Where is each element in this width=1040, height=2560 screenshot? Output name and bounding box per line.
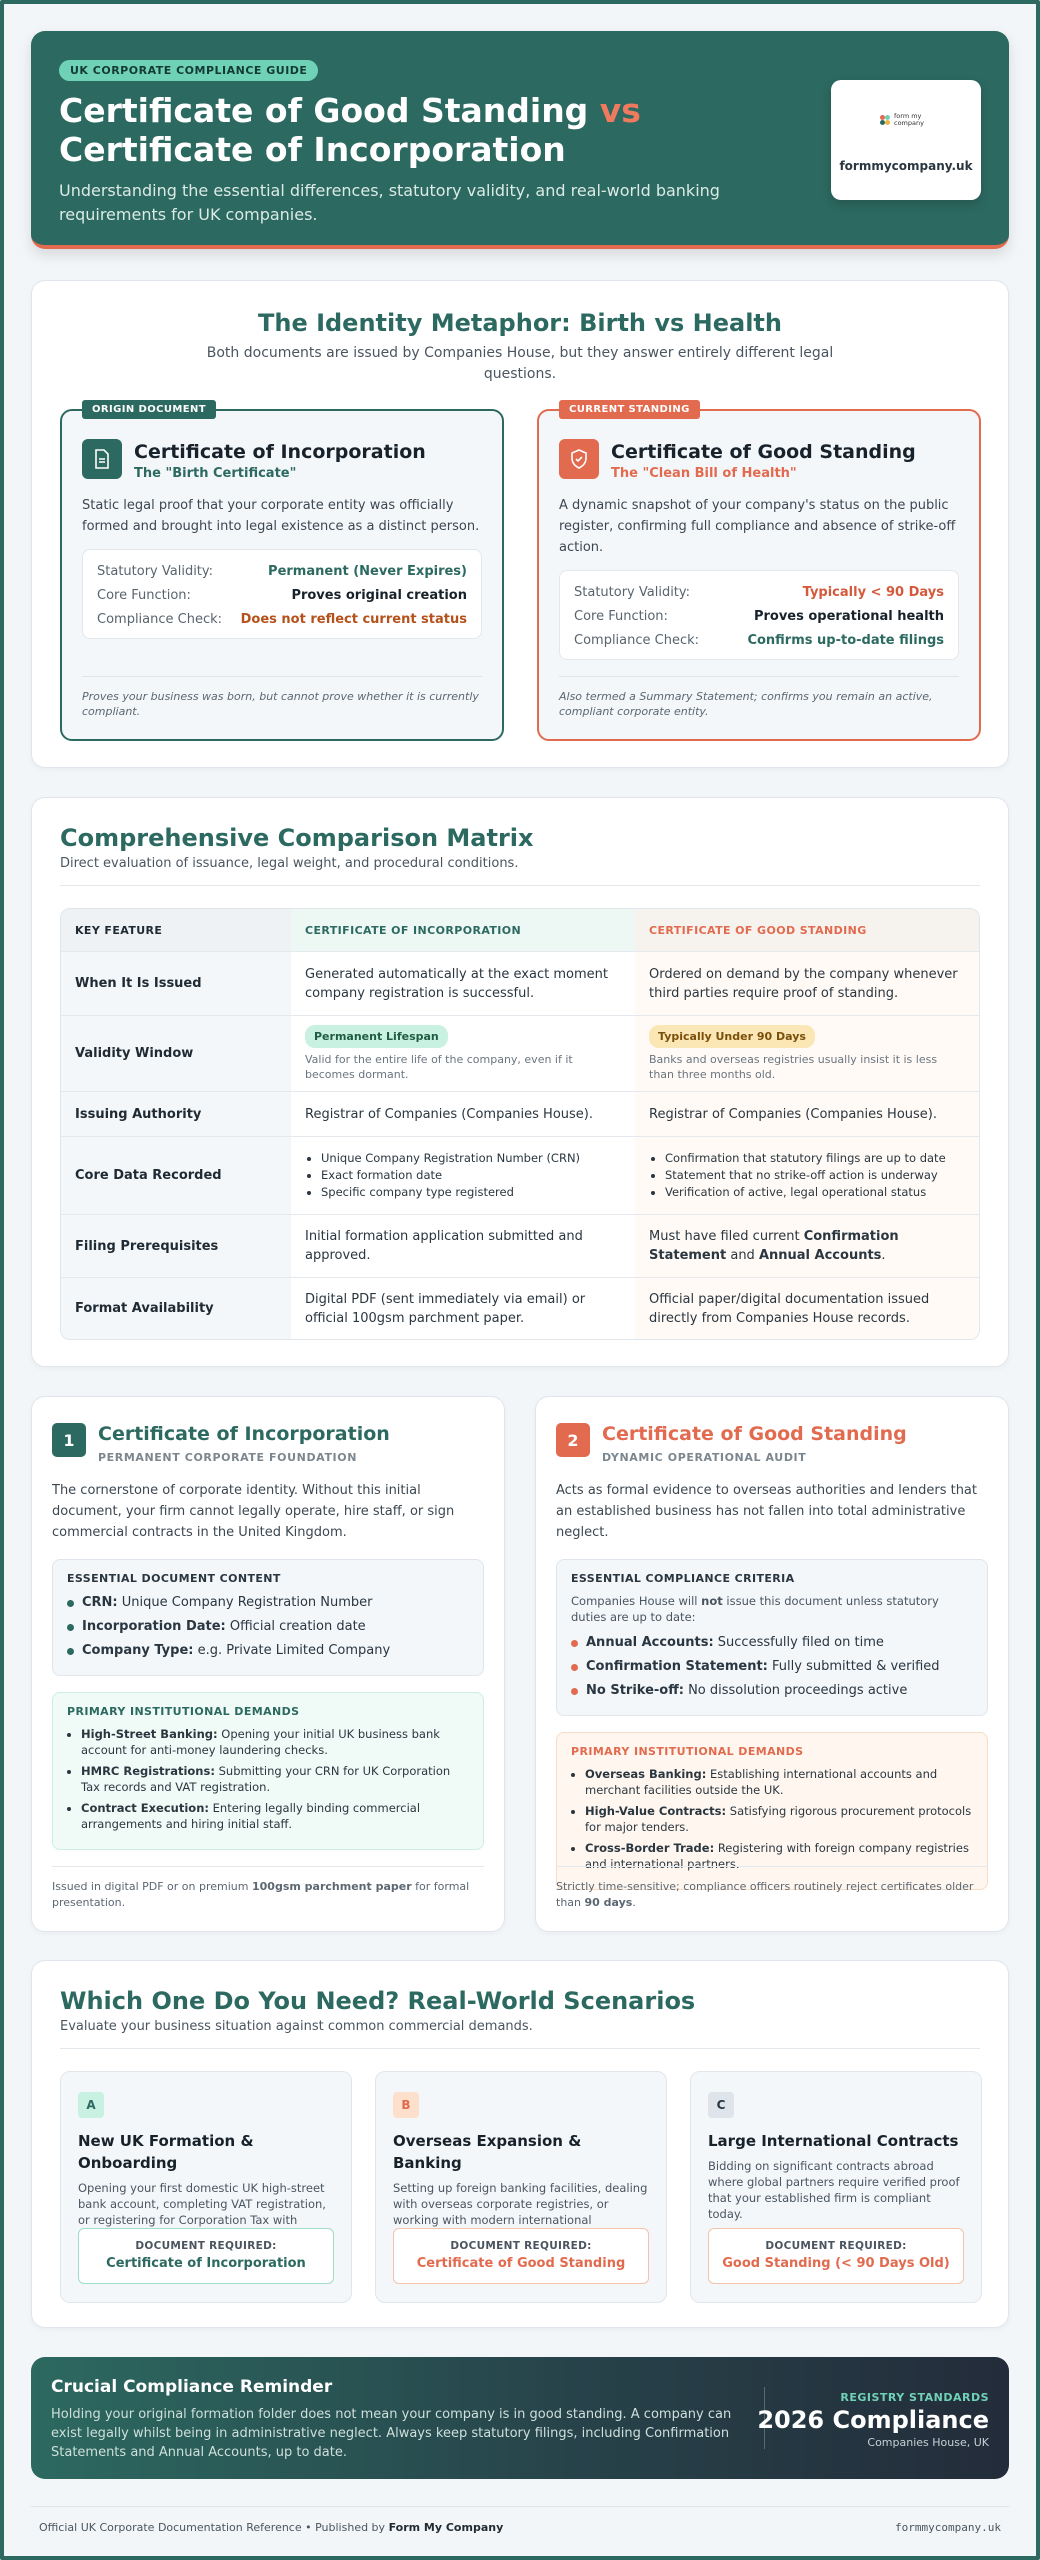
card-description: The cornerstone of corporate identity. Without this initial document, your firm cannot legally operate, hire staff, or sign commercial contracts in the United Kingdom.	[52, 1483, 455, 1540]
attribute-value: Proves operational health	[753, 609, 944, 624]
demands-list	[571, 1766, 973, 1872]
column-header: CERTIFICATE OF GOOD STANDING	[635, 909, 979, 951]
row-label: When It Is Issued	[61, 952, 291, 1015]
attribute-table	[82, 549, 482, 639]
good-standing-detail-card	[535, 1396, 1009, 1932]
registry-source: Companies House, UK	[867, 2436, 989, 2449]
bullet-dot-icon	[571, 1640, 578, 1647]
table-row	[61, 1091, 979, 1136]
cell-text: .	[881, 1248, 886, 1263]
item-text: e.g. Private Limited Company	[193, 1643, 391, 1658]
page-title	[59, 91, 759, 169]
guide-badge: UK CORPORATE COMPLIANCE GUIDE	[59, 60, 318, 81]
list-item	[585, 1766, 973, 1798]
list-item: • Statement that no strike-off action is underway	[665, 1167, 965, 1184]
table-cell	[291, 1016, 635, 1091]
bullet-list	[649, 1150, 965, 1201]
table-row	[61, 1015, 979, 1091]
table-cell	[635, 1215, 979, 1277]
attribute-value: Permanent (Never Expires)	[268, 564, 467, 579]
table-header-row	[61, 909, 979, 951]
card-subtitle: The "Clean Bill of Health"	[611, 466, 797, 481]
column-header: CERTIFICATE OF INCORPORATION	[291, 909, 635, 951]
card-title: Certificate of Incorporation	[98, 1423, 390, 1445]
document-required-box	[708, 2228, 964, 2284]
attribute-value: Confirms up-to-date filings	[747, 633, 944, 648]
table-cell: Ordered on demand by the company whenever third parties require proof of standing.	[635, 952, 979, 1015]
compliance-year: 2026 Compliance	[757, 2406, 989, 2434]
card-footnote: Also termed a Summary Statement; confirms you remain an active, compliant corporate entity.	[559, 676, 959, 719]
table-row	[61, 1136, 979, 1214]
attribute-table	[559, 570, 959, 660]
step-number: 2	[556, 1423, 590, 1457]
attribute-label: Compliance Check:	[97, 612, 223, 627]
item-text: Establishing international accounts and merchant facilities outside the UK.	[585, 1767, 938, 1797]
document-required-box	[78, 2228, 334, 2284]
list-item	[571, 1679, 973, 1703]
attribute-row	[97, 560, 467, 584]
required-label: DOCUMENT REQUIRED:	[450, 2240, 592, 2252]
item-label: HMRC Registrations:	[81, 1764, 215, 1778]
title-vs: vs	[599, 91, 641, 130]
reminder-title: Crucial Compliance Reminder	[51, 2377, 333, 2397]
scenario-card[interactable]	[375, 2071, 667, 2303]
good-standing-identity-card	[537, 404, 981, 741]
scenario-card[interactable]	[60, 2071, 352, 2303]
item-text: Successfully filed on time	[713, 1635, 884, 1650]
footer-domain-link[interactable]: formmycompany.uk	[895, 2521, 1001, 2534]
section-subtitle: Evaluate your business situation against common commercial demands.	[60, 2019, 533, 2034]
row-label: Filing Prerequisites	[61, 1215, 291, 1277]
comparison-table	[60, 908, 980, 1340]
attribute-label: Statutory Validity:	[574, 585, 691, 600]
footnote-emphasis: 100gsm parchment paper	[252, 1880, 412, 1893]
attribute-value: Typically < 90 Days	[802, 585, 944, 600]
bullet-dot-icon	[67, 1648, 74, 1655]
publisher-link[interactable]: Form My Company	[388, 2521, 504, 2534]
scenario-description: Bidding on significant contracts abroad where global partners require verified proof that your established firm is compliant today.	[708, 2159, 960, 2221]
item-text: Opening your initial UK business bank account for anti-money laundering checks.	[81, 1727, 440, 1757]
page-subtitle: Understanding the essential differences, statutory validity, and real-world banking requirements for UK companies.	[59, 181, 720, 224]
cell-emphasis: Annual Accounts	[758, 1248, 882, 1263]
bullet-list	[305, 1150, 621, 1201]
hero-banner	[31, 31, 1009, 249]
bullet-dot-icon	[571, 1664, 578, 1671]
table-cell: Registrar of Companies (Companies House).	[635, 1092, 979, 1136]
item-label: No Strike-off:	[586, 1683, 684, 1698]
logo-domain: formmycompany.uk	[839, 159, 973, 173]
scenario-letter: C	[708, 2092, 734, 2118]
identity-metaphor-section	[31, 280, 1009, 768]
table-row	[61, 1277, 979, 1339]
card-title: Certificate of Incorporation	[134, 441, 426, 463]
item-label: Confirmation Statement:	[586, 1659, 768, 1674]
title-part-1: Certificate of Good Standing	[59, 91, 600, 130]
footnote-text: Strictly time-sensitive; compliance officers routinely reject certificates older than	[556, 1880, 974, 1909]
registry-standards-block	[757, 2391, 989, 2449]
attribute-label: Core Function:	[574, 609, 668, 624]
note-text: issue this document unless statutory duties are up to date:	[571, 1594, 939, 1624]
required-label: DOCUMENT REQUIRED:	[765, 2240, 907, 2252]
card-footnote: Proves your business was born, but cannot prove whether it is currently compliant.	[82, 676, 482, 719]
card-title: Certificate of Good Standing	[611, 441, 916, 463]
table-cell	[291, 1137, 635, 1214]
attribute-row	[574, 581, 944, 605]
footer-text: Official UK Corporate Documentation Reference • Published by	[39, 2521, 389, 2534]
logo	[880, 113, 932, 127]
item-label: Cross-Border Trade:	[585, 1841, 715, 1855]
row-label: Issuing Authority	[61, 1092, 291, 1136]
item-label: Company Type:	[82, 1643, 194, 1658]
list-item	[67, 1639, 469, 1663]
footnote-text: for formal presentation.	[52, 1880, 470, 1909]
section-subtitle: Both documents are issued by Companies House, but they answer entirely different legal questions.	[206, 345, 834, 382]
item-label: Contract Execution:	[81, 1801, 209, 1815]
logo-card[interactable]	[831, 80, 981, 200]
card-title: Certificate of Good Standing	[602, 1423, 907, 1445]
footer-credit	[39, 2521, 503, 2534]
origin-document-tag: ORIGIN DOCUMENT	[82, 400, 216, 419]
incorporation-identity-card	[60, 404, 504, 741]
current-standing-tag: CURRENT STANDING	[559, 400, 700, 419]
scenario-title: Overseas Expansion & Banking	[393, 2132, 582, 2172]
attribute-row	[574, 605, 944, 629]
item-label: Incorporation Date:	[82, 1619, 226, 1634]
attribute-label: Statutory Validity:	[97, 564, 214, 579]
item-label: High-Street Banking:	[81, 1727, 218, 1741]
panel-note	[571, 1593, 973, 1625]
item-label: CRN:	[82, 1595, 118, 1610]
required-label: DOCUMENT REQUIRED:	[135, 2240, 277, 2252]
required-document: Certificate of Incorporation	[106, 2256, 306, 2271]
list-item	[81, 1800, 469, 1832]
list-item	[67, 1615, 469, 1639]
attribute-label: Core Function:	[97, 588, 191, 603]
list-item	[81, 1726, 469, 1758]
cell-note: Banks and overseas registries usually insist it is less than three months old.	[649, 1053, 938, 1081]
item-text: Entering legally binding commercial arrangements and hiring initial staff.	[81, 1801, 421, 1831]
scenario-description: Opening your first domestic UK high-street bank account, completing VAT registration, or registering for Corporation Tax with	[78, 2181, 326, 2227]
list-item	[67, 1591, 469, 1615]
footnote-text: Issued in digital PDF or on premium	[52, 1880, 252, 1893]
card-subtitle: PERMANENT CORPORATE FOUNDATION	[98, 1451, 357, 1464]
item-label: High-Value Contracts:	[585, 1804, 727, 1818]
scenario-letter: B	[393, 2092, 419, 2118]
table-cell: Digital PDF (sent immediately via email) or official 100gsm parchment paper.	[291, 1278, 635, 1339]
scenario-description: Setting up foreign banking facilities, dealing with overseas corporate registries, or working with modern international	[393, 2181, 648, 2227]
scenario-card[interactable]	[690, 2071, 982, 2303]
shield-check-icon	[559, 439, 599, 479]
row-label: Core Data Recorded	[61, 1137, 291, 1214]
list-item: • Confirmation that statutory filings are up to date	[665, 1150, 965, 1167]
note-emphasis: not	[701, 1594, 723, 1608]
comparison-matrix-section	[31, 797, 1009, 1367]
table-cell: Registrar of Companies (Companies House).	[291, 1092, 635, 1136]
section-title: Which One Do You Need? Real-World Scenarios	[60, 1987, 696, 2015]
table-cell	[635, 1016, 979, 1091]
bullet-dot-icon	[67, 1600, 74, 1607]
column-header: KEY FEATURE	[61, 909, 291, 951]
card-footnote	[52, 1866, 484, 1911]
logo-mark-icon	[880, 115, 890, 125]
card-subtitle: DYNAMIC OPERATIONAL AUDIT	[602, 1451, 807, 1464]
panel-title: ESSENTIAL DOCUMENT CONTENT	[67, 1572, 281, 1585]
item-text: Submitting your CRN for UK Corporation Tax records and VAT registration.	[81, 1764, 451, 1794]
section-title: The Identity Metaphor: Birth vs Health	[257, 309, 782, 337]
list-item	[585, 1803, 973, 1835]
required-document: Certificate of Good Standing	[416, 2256, 626, 2271]
document-icon	[82, 439, 122, 479]
table-cell: Official paper/digital documentation issued directly from Companies House records.	[635, 1278, 979, 1339]
section-subtitle: Direct evaluation of issuance, legal weight, and procedural conditions.	[60, 856, 519, 871]
cell-text: and	[726, 1248, 759, 1263]
card-description: Static legal proof that your corporate entity was officially formed and brought into legal existence as a distinct person.	[82, 498, 480, 534]
table-row	[61, 1214, 979, 1277]
item-label: Annual Accounts:	[586, 1635, 714, 1650]
attribute-row	[97, 584, 467, 608]
list-item: • Verification of active, legal operational status	[665, 1184, 965, 1201]
attribute-label: Compliance Check:	[574, 633, 700, 648]
table-cell	[635, 1137, 979, 1214]
status-badge: Permanent Lifespan	[305, 1025, 448, 1048]
page-footer	[31, 2506, 1009, 2536]
list-item: • Exact formation date	[321, 1167, 621, 1184]
scenario-title: Large International Contracts	[708, 2132, 959, 2150]
attribute-value: Does not reflect current status	[240, 612, 467, 627]
note-text: Companies House will	[571, 1594, 702, 1608]
list-item	[571, 1655, 973, 1679]
title-part-2: Certificate of Incorporation	[59, 130, 566, 169]
list-item: • Unique Company Registration Number (CRN)	[321, 1150, 621, 1167]
demands-list	[67, 1726, 469, 1832]
card-footnote	[556, 1866, 988, 1911]
scenarios-section	[31, 1960, 1009, 2328]
cell-text: Must have filed current	[649, 1229, 804, 1244]
institutional-demands-panel	[52, 1692, 484, 1850]
panel-title: PRIMARY INSTITUTIONAL DEMANDS	[67, 1705, 300, 1718]
scenario-letter: A	[78, 2092, 104, 2118]
list-item	[571, 1631, 973, 1655]
compliance-reminder-banner	[31, 2357, 1009, 2479]
cell-emphasis: Confirmation Statement	[649, 1229, 899, 1263]
list-item	[81, 1763, 469, 1795]
bullet-dot-icon	[571, 1688, 578, 1695]
divider	[60, 885, 980, 886]
document-required-box	[393, 2228, 649, 2284]
footnote-text: .	[632, 1896, 636, 1909]
row-label: Validity Window	[61, 1016, 291, 1091]
divider	[60, 2048, 980, 2049]
attribute-row	[97, 608, 467, 632]
item-text: Registering with foreign company registries and international partners.	[585, 1841, 969, 1871]
footnote-emphasis: 90 days	[584, 1896, 633, 1909]
incorporation-detail-card	[31, 1396, 505, 1932]
item-text: No dissolution proceedings active	[683, 1683, 908, 1698]
logo-wordmark: form my company	[894, 112, 924, 127]
item-text: Official creation date	[225, 1619, 366, 1634]
attribute-value: Proves original creation	[291, 588, 467, 603]
cell-note: Valid for the entire life of the company, even if it becomes dormant.	[305, 1053, 573, 1081]
table-cell: Initial formation application submitted and approved.	[291, 1215, 635, 1277]
document-content-panel	[52, 1559, 484, 1676]
list-item: • Specific company type registered	[321, 1184, 621, 1201]
item-text: Satisfying rigorous procurement protocols for major tenders.	[585, 1804, 972, 1834]
scenario-title: New UK Formation & Onboarding	[78, 2132, 254, 2172]
attribute-row	[574, 629, 944, 653]
reminder-text: Holding your original formation folder does not mean your company is in good standing. A company can exist legally whilst being in administrative neglect. Always keep statutory filings, including Confirmation Statements and Annual Accounts, up to date.	[51, 2407, 732, 2460]
required-document: Good Standing (< 90 Days Old)	[722, 2256, 950, 2271]
step-number: 1	[52, 1423, 86, 1457]
card-description: Acts as formal evidence to overseas authorities and lenders that an established business has not fallen into total administrative neglect.	[556, 1483, 977, 1540]
compliance-criteria-panel	[556, 1559, 988, 1716]
item-text: Unique Company Registration Number	[117, 1595, 373, 1610]
panel-title: PRIMARY INSTITUTIONAL DEMANDS	[571, 1745, 804, 1758]
table-row	[61, 951, 979, 1015]
bullet-dot-icon	[67, 1624, 74, 1631]
table-cell: Generated automatically at the exact moment company registration is successful.	[291, 952, 635, 1015]
item-text: Fully submitted & verified	[767, 1659, 940, 1674]
section-title: Comprehensive Comparison Matrix	[60, 824, 534, 852]
item-label: Overseas Banking:	[585, 1767, 707, 1781]
status-badge: Typically Under 90 Days	[649, 1025, 815, 1048]
registry-label: REGISTRY STANDARDS	[840, 2391, 989, 2404]
row-label: Format Availability	[61, 1278, 291, 1339]
card-description: A dynamic snapshot of your company's status on the public register, confirming full compliance and absence of strike-off action.	[559, 498, 956, 555]
panel-title: ESSENTIAL COMPLIANCE CRITERIA	[571, 1572, 795, 1585]
card-subtitle: The "Birth Certificate"	[134, 466, 297, 481]
